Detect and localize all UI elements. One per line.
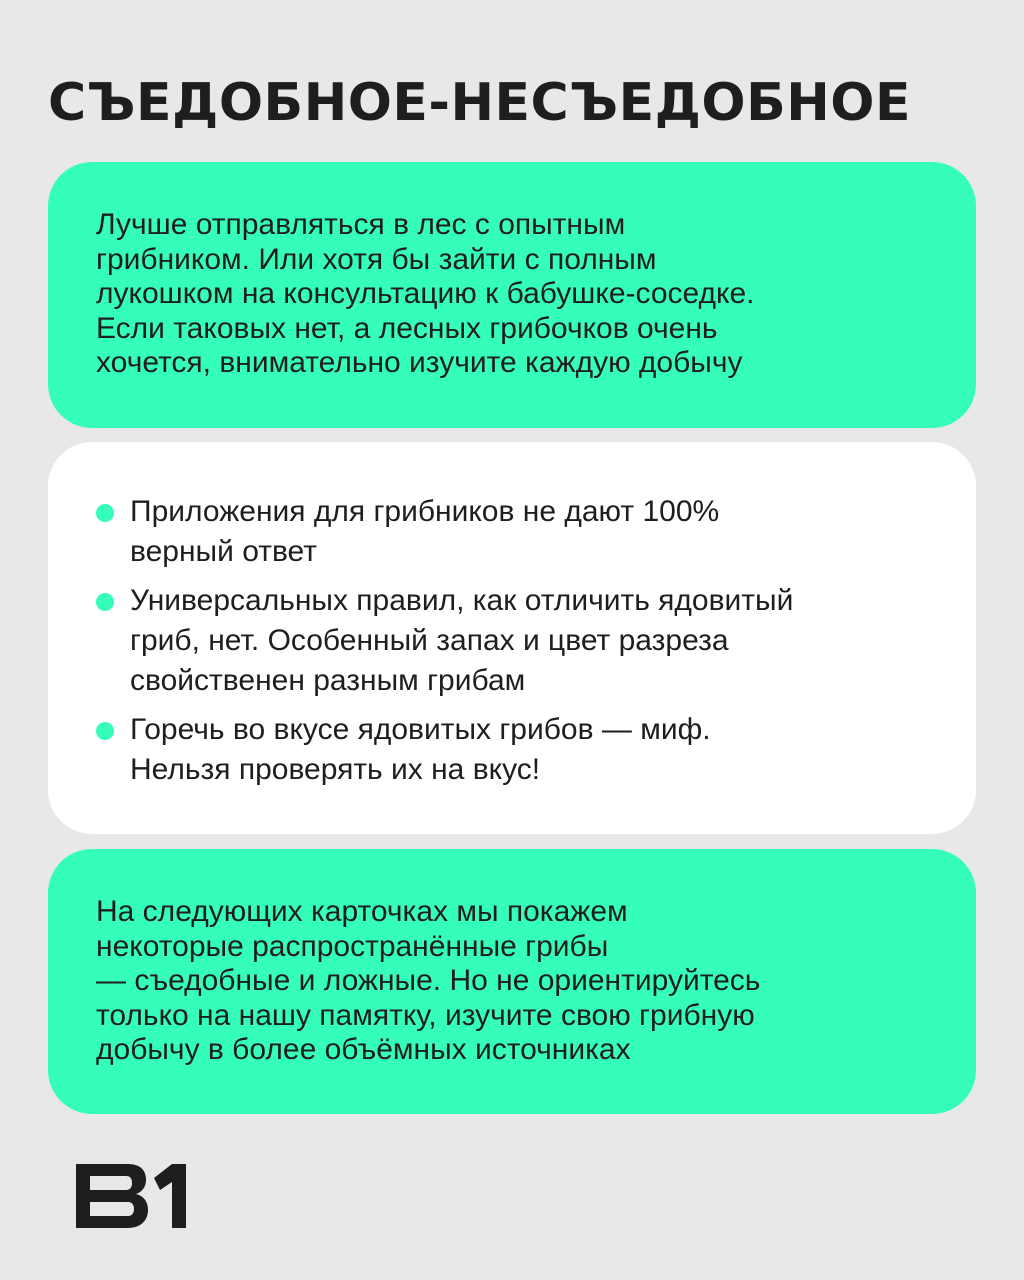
tip-line: гриб, нет. Особенный запах и цвет разреза [130, 624, 729, 657]
intro-line: лукошком на консультацию к бабушке-соседке. [96, 277, 755, 310]
intro-line: хочется, внимательно изучите каждую добычу [96, 346, 743, 379]
tip-line: Приложения для грибников не дают 100% [130, 495, 720, 528]
bullet-dot-icon [96, 504, 114, 522]
outro-line: некоторые распространённые грибы [96, 929, 609, 963]
bullet-dot-icon [96, 593, 114, 611]
tip-line: свойственен разным грибам [130, 664, 526, 697]
outro-text [96, 895, 936, 1068]
tip-line: верный ответ [130, 535, 317, 568]
tips-card [48, 442, 976, 834]
page-title: СЪЕДОБНОЕ-НЕСЪЕДОБНОЕ [48, 73, 911, 133]
tip-item [96, 710, 936, 790]
bullet-dot-icon [96, 722, 114, 740]
tip-line: Нельзя проверять их на вкус! [130, 753, 541, 786]
tips-list [96, 492, 936, 790]
outro-card [48, 849, 976, 1114]
outro-line: только на нашу памятку, изучите свою грибную [96, 998, 755, 1032]
tip-item [96, 581, 936, 701]
intro-card [48, 162, 976, 428]
intro-line: грибником. Или хотя бы зайти с полным [96, 242, 657, 276]
b1-logo-icon [76, 1164, 188, 1228]
intro-text [96, 208, 936, 381]
intro-line: Лучше отправляться в лес с опытным [96, 208, 626, 241]
outro-line: — съедобные и ложные. Но не ориентируйтесь [96, 964, 761, 997]
outro-line: добычу в более объёмных источниках [96, 1033, 631, 1066]
intro-line: Если таковых нет, а лесных грибочков очень [96, 311, 718, 345]
tip-line: Горечь во вкусе ядовитых грибов — миф. [130, 713, 711, 746]
tip-line: Универсальных правил, как отличить ядовитый [130, 584, 794, 617]
tip-item [96, 492, 936, 572]
outro-line: На следующих карточках мы покажем [96, 895, 628, 928]
